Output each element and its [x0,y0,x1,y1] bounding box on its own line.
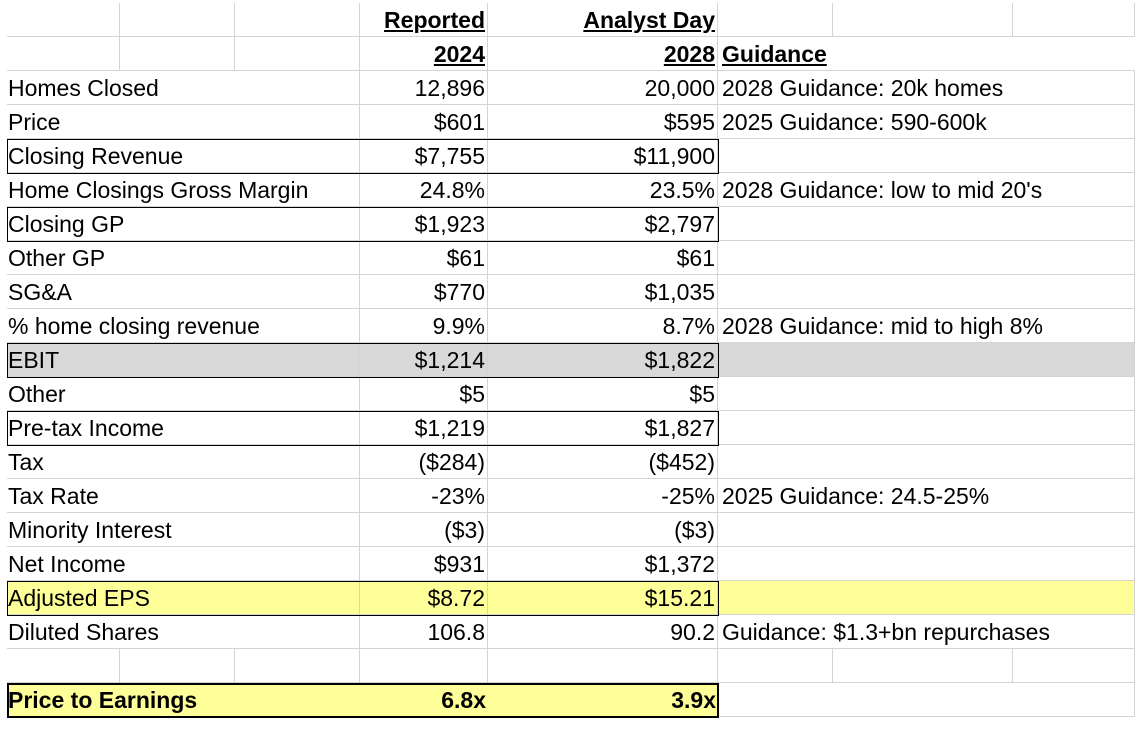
empty-cell[interactable] [235,649,360,683]
analyst-value[interactable]: $11,900 [488,139,718,173]
table-row-other-gp [7,241,1135,275]
reported-value[interactable]: 9.9% [360,309,488,343]
reported-value[interactable]: 106.8 [360,615,488,649]
analyst-value[interactable]: $61 [488,241,718,275]
table-row-sga-percent [7,309,1135,343]
table-row-price [7,105,1135,139]
table-row-homes-closed [7,71,1135,105]
adjusted-eps-border [7,581,719,616]
empty-cell[interactable] [235,3,360,37]
row-label[interactable]: Price to Earnings [7,683,360,717]
empty-cell[interactable] [718,3,833,37]
reported-value[interactable]: $7,755 [360,139,488,173]
guidance-note[interactable] [718,411,1135,445]
spreadsheet-grid [7,3,1135,739]
analyst-header-line1[interactable]: Analyst Day [488,3,718,37]
analyst-value[interactable]: $2,797 [488,207,718,241]
reported-value[interactable]: $8.72 [360,581,488,615]
guidance-note[interactable] [718,241,1135,275]
analyst-value[interactable]: ($452) [488,445,718,479]
header-row-1 [7,3,1135,37]
reported-value[interactable]: $61 [360,241,488,275]
reported-value[interactable]: -23% [360,479,488,513]
row-label[interactable]: SG&A [7,275,360,309]
analyst-header-year[interactable]: 2028 [488,37,718,71]
row-label[interactable]: Other GP [7,241,360,275]
closing-revenue-border [7,139,719,174]
guidance-note[interactable] [718,207,1135,241]
analyst-value[interactable]: $1,035 [488,275,718,309]
guidance-note[interactable] [718,513,1135,547]
table-row-other [7,377,1135,411]
row-label[interactable]: Minority Interest [7,513,360,547]
empty-cell[interactable] [833,3,1013,37]
pretax-income-border [7,411,719,446]
reported-header-year[interactable]: 2024 [360,37,488,71]
guidance-note[interactable] [718,581,1135,615]
table-row-diluted-shares [7,615,1135,649]
guidance-note[interactable]: 2028 Guidance: 20k homes [718,71,1135,105]
row-label[interactable]: Other [7,377,360,411]
row-label[interactable]: Closing Revenue [7,139,360,173]
reported-value[interactable]: $5 [360,377,488,411]
row-label[interactable]: Pre-tax Income [7,411,360,445]
analyst-value[interactable]: -25% [488,479,718,513]
analyst-value[interactable]: $1,827 [488,411,718,445]
table-row-tax [7,445,1135,479]
row-label[interactable]: Net Income [7,547,360,581]
analyst-value[interactable]: 3.9x [488,683,718,717]
reported-value[interactable]: $931 [360,547,488,581]
empty-cell[interactable] [7,649,120,683]
guidance-note[interactable]: 2028 Guidance: mid to high 8% [718,309,1135,343]
row-label[interactable]: EBIT [7,343,360,377]
empty-cell[interactable] [360,649,488,683]
guidance-note[interactable] [718,343,1135,377]
header-row-2 [7,37,1135,71]
empty-cell[interactable] [1013,649,1135,683]
guidance-note[interactable]: 2028 Guidance: low to mid 20's [718,173,1135,207]
row-label[interactable]: Diluted Shares [7,615,360,649]
price-to-earnings-border [7,683,719,718]
reported-value[interactable]: $1,214 [360,343,488,377]
table-row-empty [7,649,1135,683]
ebit-border [7,343,719,378]
guidance-note[interactable] [718,377,1135,411]
reported-value[interactable]: $1,219 [360,411,488,445]
closing-gp-border [7,207,719,242]
table-row-gross-margin [7,173,1135,207]
table-row-sga [7,275,1135,309]
empty-cell[interactable] [718,649,833,683]
reported-value[interactable]: ($3) [360,513,488,547]
reported-value[interactable]: 12,896 [360,71,488,105]
empty-cell[interactable] [120,37,235,71]
guidance-note[interactable]: 2025 Guidance: 590-600k [718,105,1135,139]
row-label[interactable]: Price [7,105,360,139]
reported-value[interactable]: $770 [360,275,488,309]
guidance-note[interactable] [718,139,1135,173]
analyst-value[interactable]: ($3) [488,513,718,547]
row-label[interactable]: Tax [7,445,360,479]
reported-value[interactable]: 24.8% [360,173,488,207]
empty-cell[interactable] [120,3,235,37]
guidance-header[interactable]: Guidance [718,37,1135,71]
analyst-value[interactable]: 23.5% [488,173,718,207]
empty-cell[interactable] [7,3,120,37]
analyst-value[interactable]: $1,372 [488,547,718,581]
empty-cell[interactable] [120,649,235,683]
row-label[interactable]: Closing GP [7,207,360,241]
reported-value[interactable]: ($284) [360,445,488,479]
analyst-value[interactable]: 90.2 [488,615,718,649]
empty-cell[interactable] [7,37,120,71]
row-label[interactable]: Home Closings Gross Margin [7,173,360,207]
empty-cell[interactable] [235,37,360,71]
table-row-minority-interest [7,513,1135,547]
table-row-net-income [7,547,1135,581]
guidance-note[interactable] [718,547,1135,581]
analyst-value[interactable]: $5 [488,377,718,411]
guidance-note[interactable]: 2025 Guidance: 24.5-25% [718,479,1135,513]
empty-cell[interactable] [1013,3,1135,37]
reported-value[interactable]: $1,923 [360,207,488,241]
empty-cell[interactable] [718,683,1135,717]
analyst-value[interactable]: 20,000 [488,71,718,105]
row-label[interactable]: Tax Rate [7,479,360,513]
reported-header-line1[interactable]: Reported [360,3,488,37]
guidance-note[interactable] [718,445,1135,479]
empty-cell[interactable] [488,649,718,683]
analyst-value[interactable]: $595 [488,105,718,139]
analyst-value[interactable]: 8.7% [488,309,718,343]
row-label[interactable]: Homes Closed [7,71,360,105]
row-label[interactable]: Adjusted EPS [7,581,360,615]
analyst-value[interactable]: $1,822 [488,343,718,377]
guidance-note[interactable]: Guidance: $1.3+bn repurchases [718,615,1135,649]
empty-cell[interactable] [833,649,1013,683]
reported-value[interactable]: $601 [360,105,488,139]
row-label[interactable]: % home closing revenue [7,309,360,343]
reported-value[interactable]: 6.8x [360,683,488,717]
guidance-note[interactable] [718,275,1135,309]
analyst-value[interactable]: $15.21 [488,581,718,615]
table-row-tax-rate [7,479,1135,513]
